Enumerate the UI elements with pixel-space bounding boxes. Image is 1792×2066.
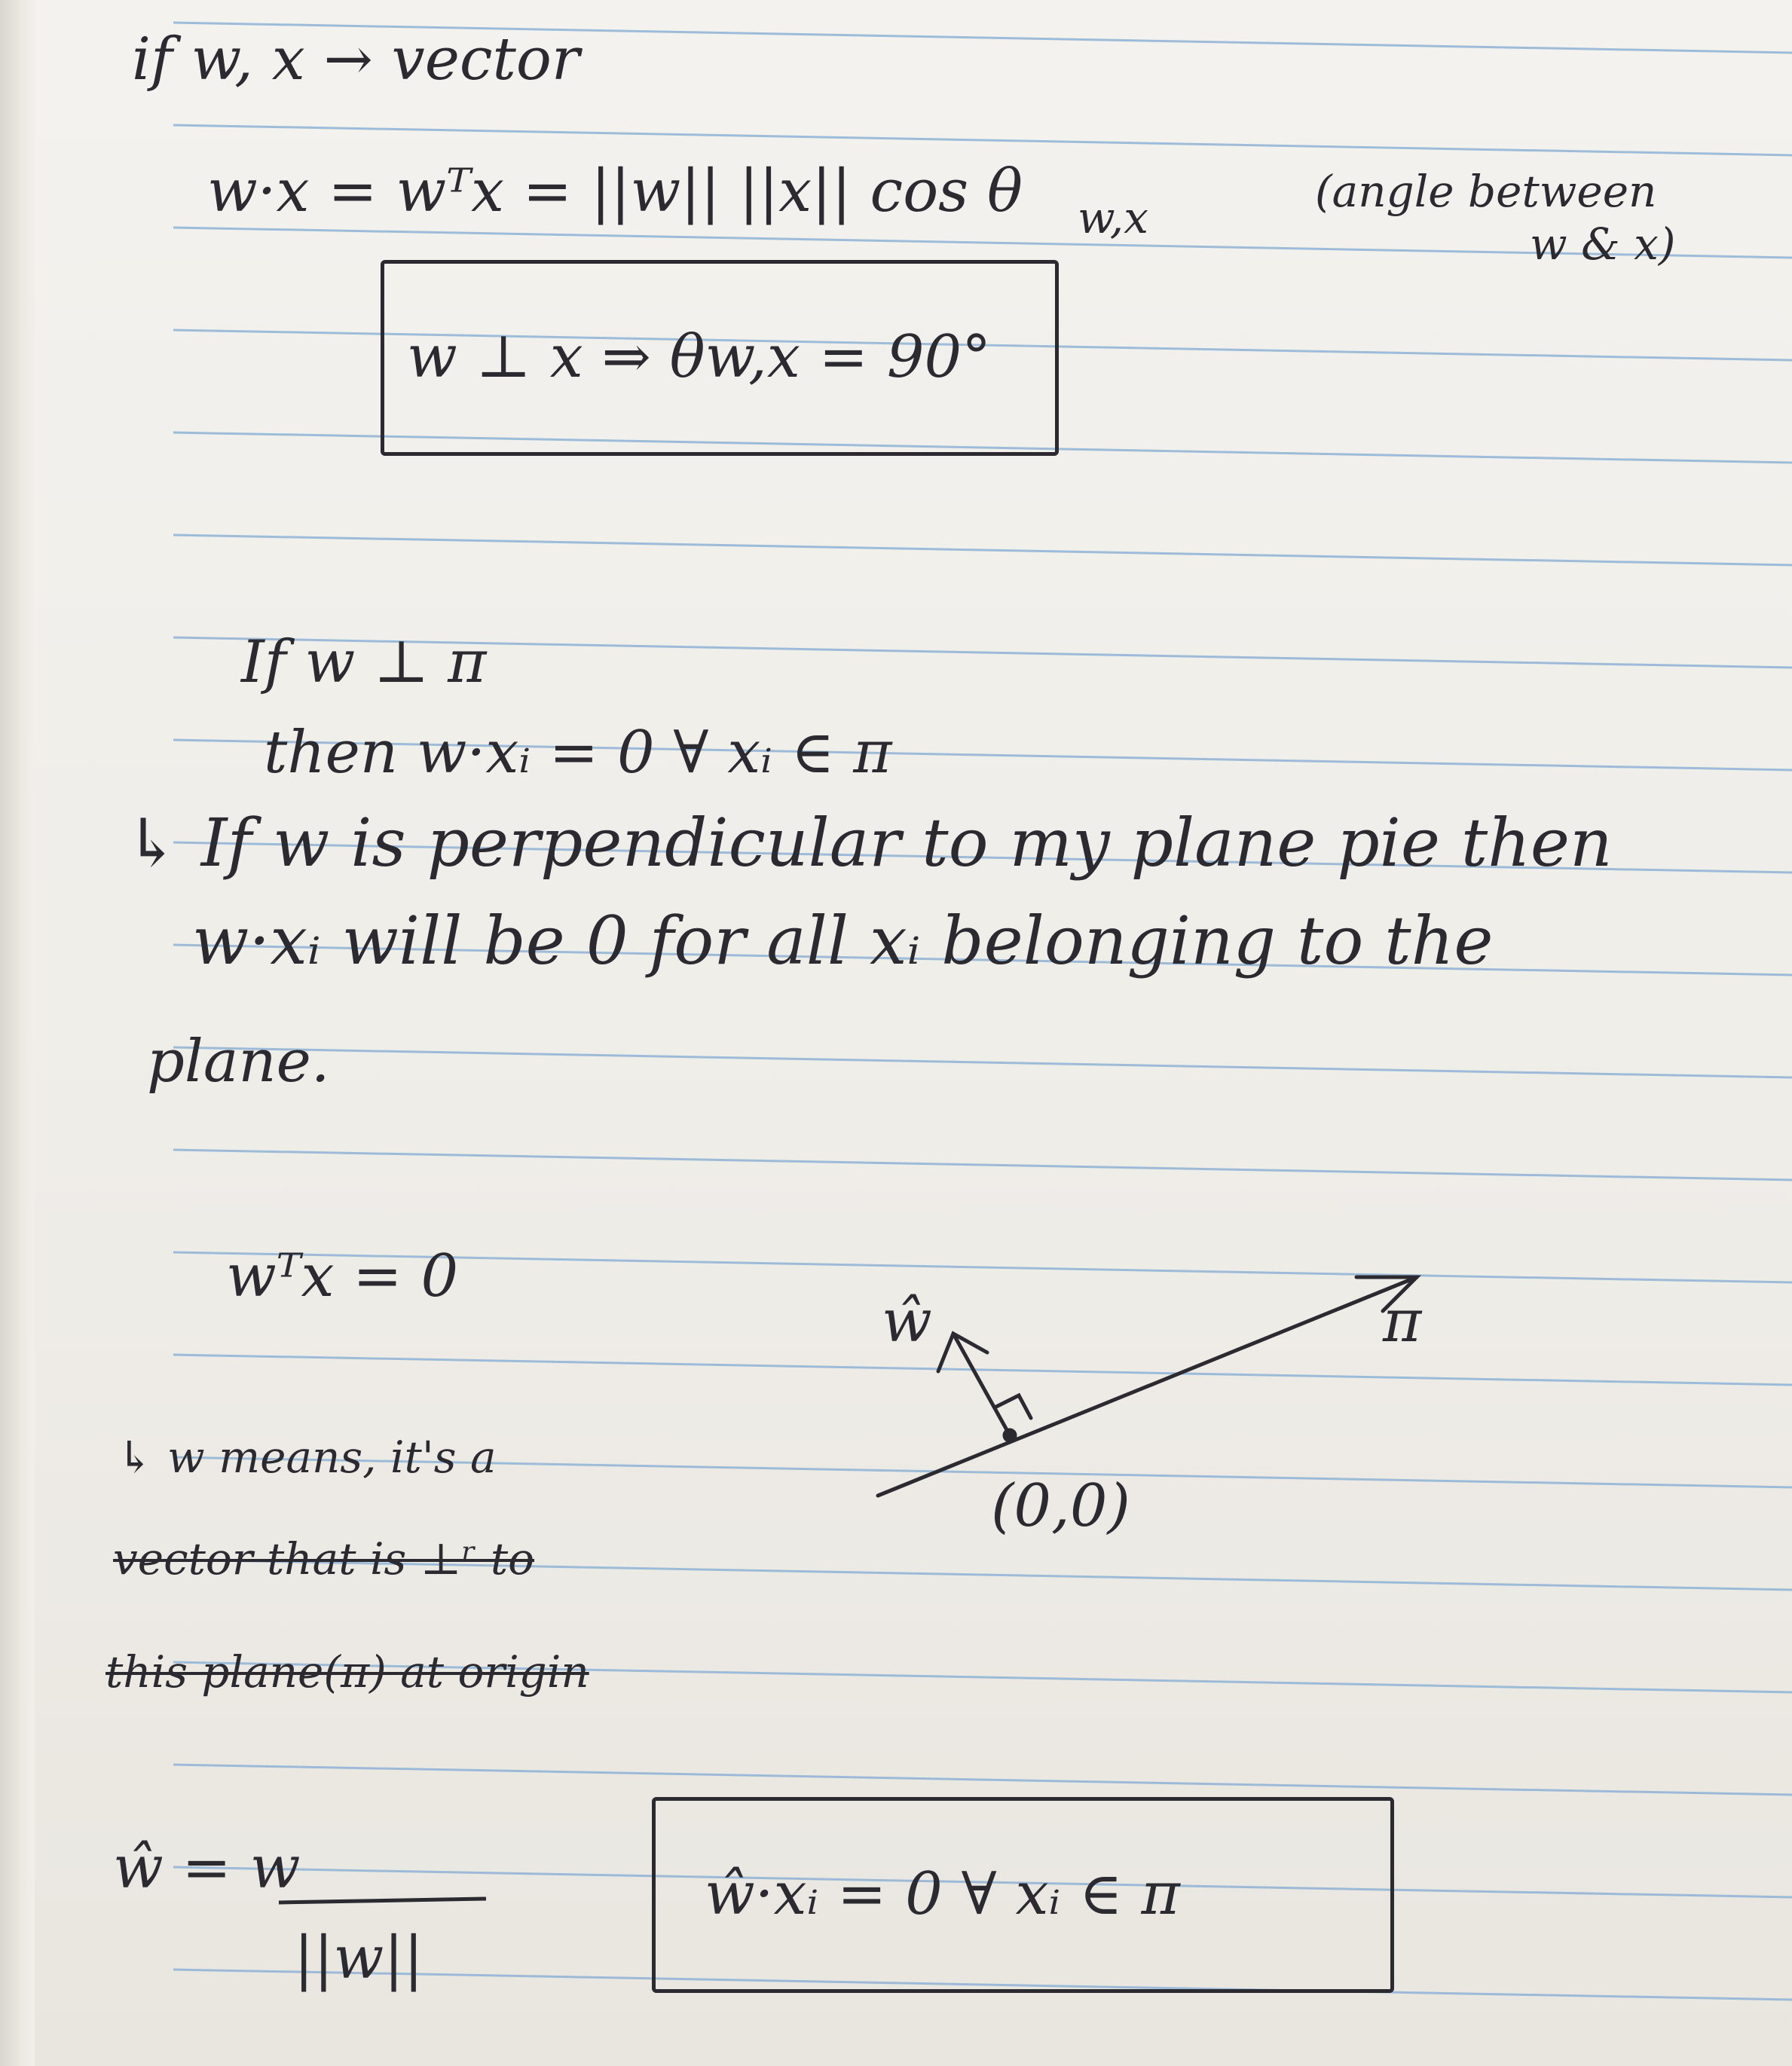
note-line-8: plane. <box>147 1028 330 1096</box>
boxed-text-perpendicular: w ⊥ x ⇒ θw,x = 90° <box>407 323 992 391</box>
note-line-7: w·xᵢ will be 0 for all xᵢ belonging to the <box>192 902 1494 980</box>
origin-label: (0,0) <box>991 1472 1130 1540</box>
unit-vector-numerator: ŵ = w <box>113 1834 301 1902</box>
plane-line <box>878 1277 1417 1496</box>
note-line-11: vector that is ⊥ʳ to <box>113 1533 535 1585</box>
note-line-12: this plane(π) at origin <box>106 1646 589 1698</box>
note-line-10: ↳ w means, it's a <box>117 1432 497 1483</box>
note-line-2-aside: (angle between <box>1315 166 1657 217</box>
note-line-1: if w, x → vector <box>132 26 580 93</box>
note-line-2-aside-2: w & x) <box>1530 219 1676 270</box>
w-hat-label: ŵ <box>882 1288 932 1355</box>
note-line-2: w·x = wᵀx = ||w|| ||x|| cos θ <box>207 157 1023 225</box>
pi-label: π <box>1383 1288 1422 1355</box>
boxed-text-unit-vector: ŵ·xᵢ = 0 ∀ xᵢ ∈ π <box>705 1860 1180 1928</box>
origin-dot <box>1005 1430 1015 1441</box>
note-line-6: ↳ If w is perpendicular to my plane pie then <box>124 804 1613 882</box>
note-line-2-subscript: w,x <box>1078 192 1148 243</box>
note-line-5: then w·xᵢ = 0 ∀ xᵢ ∈ π <box>264 719 892 787</box>
equation-plane: wᵀx = 0 <box>226 1242 459 1310</box>
note-line-4: If w ⊥ π <box>241 628 487 696</box>
unit-vector-denominator: ||w|| <box>294 1924 424 1992</box>
